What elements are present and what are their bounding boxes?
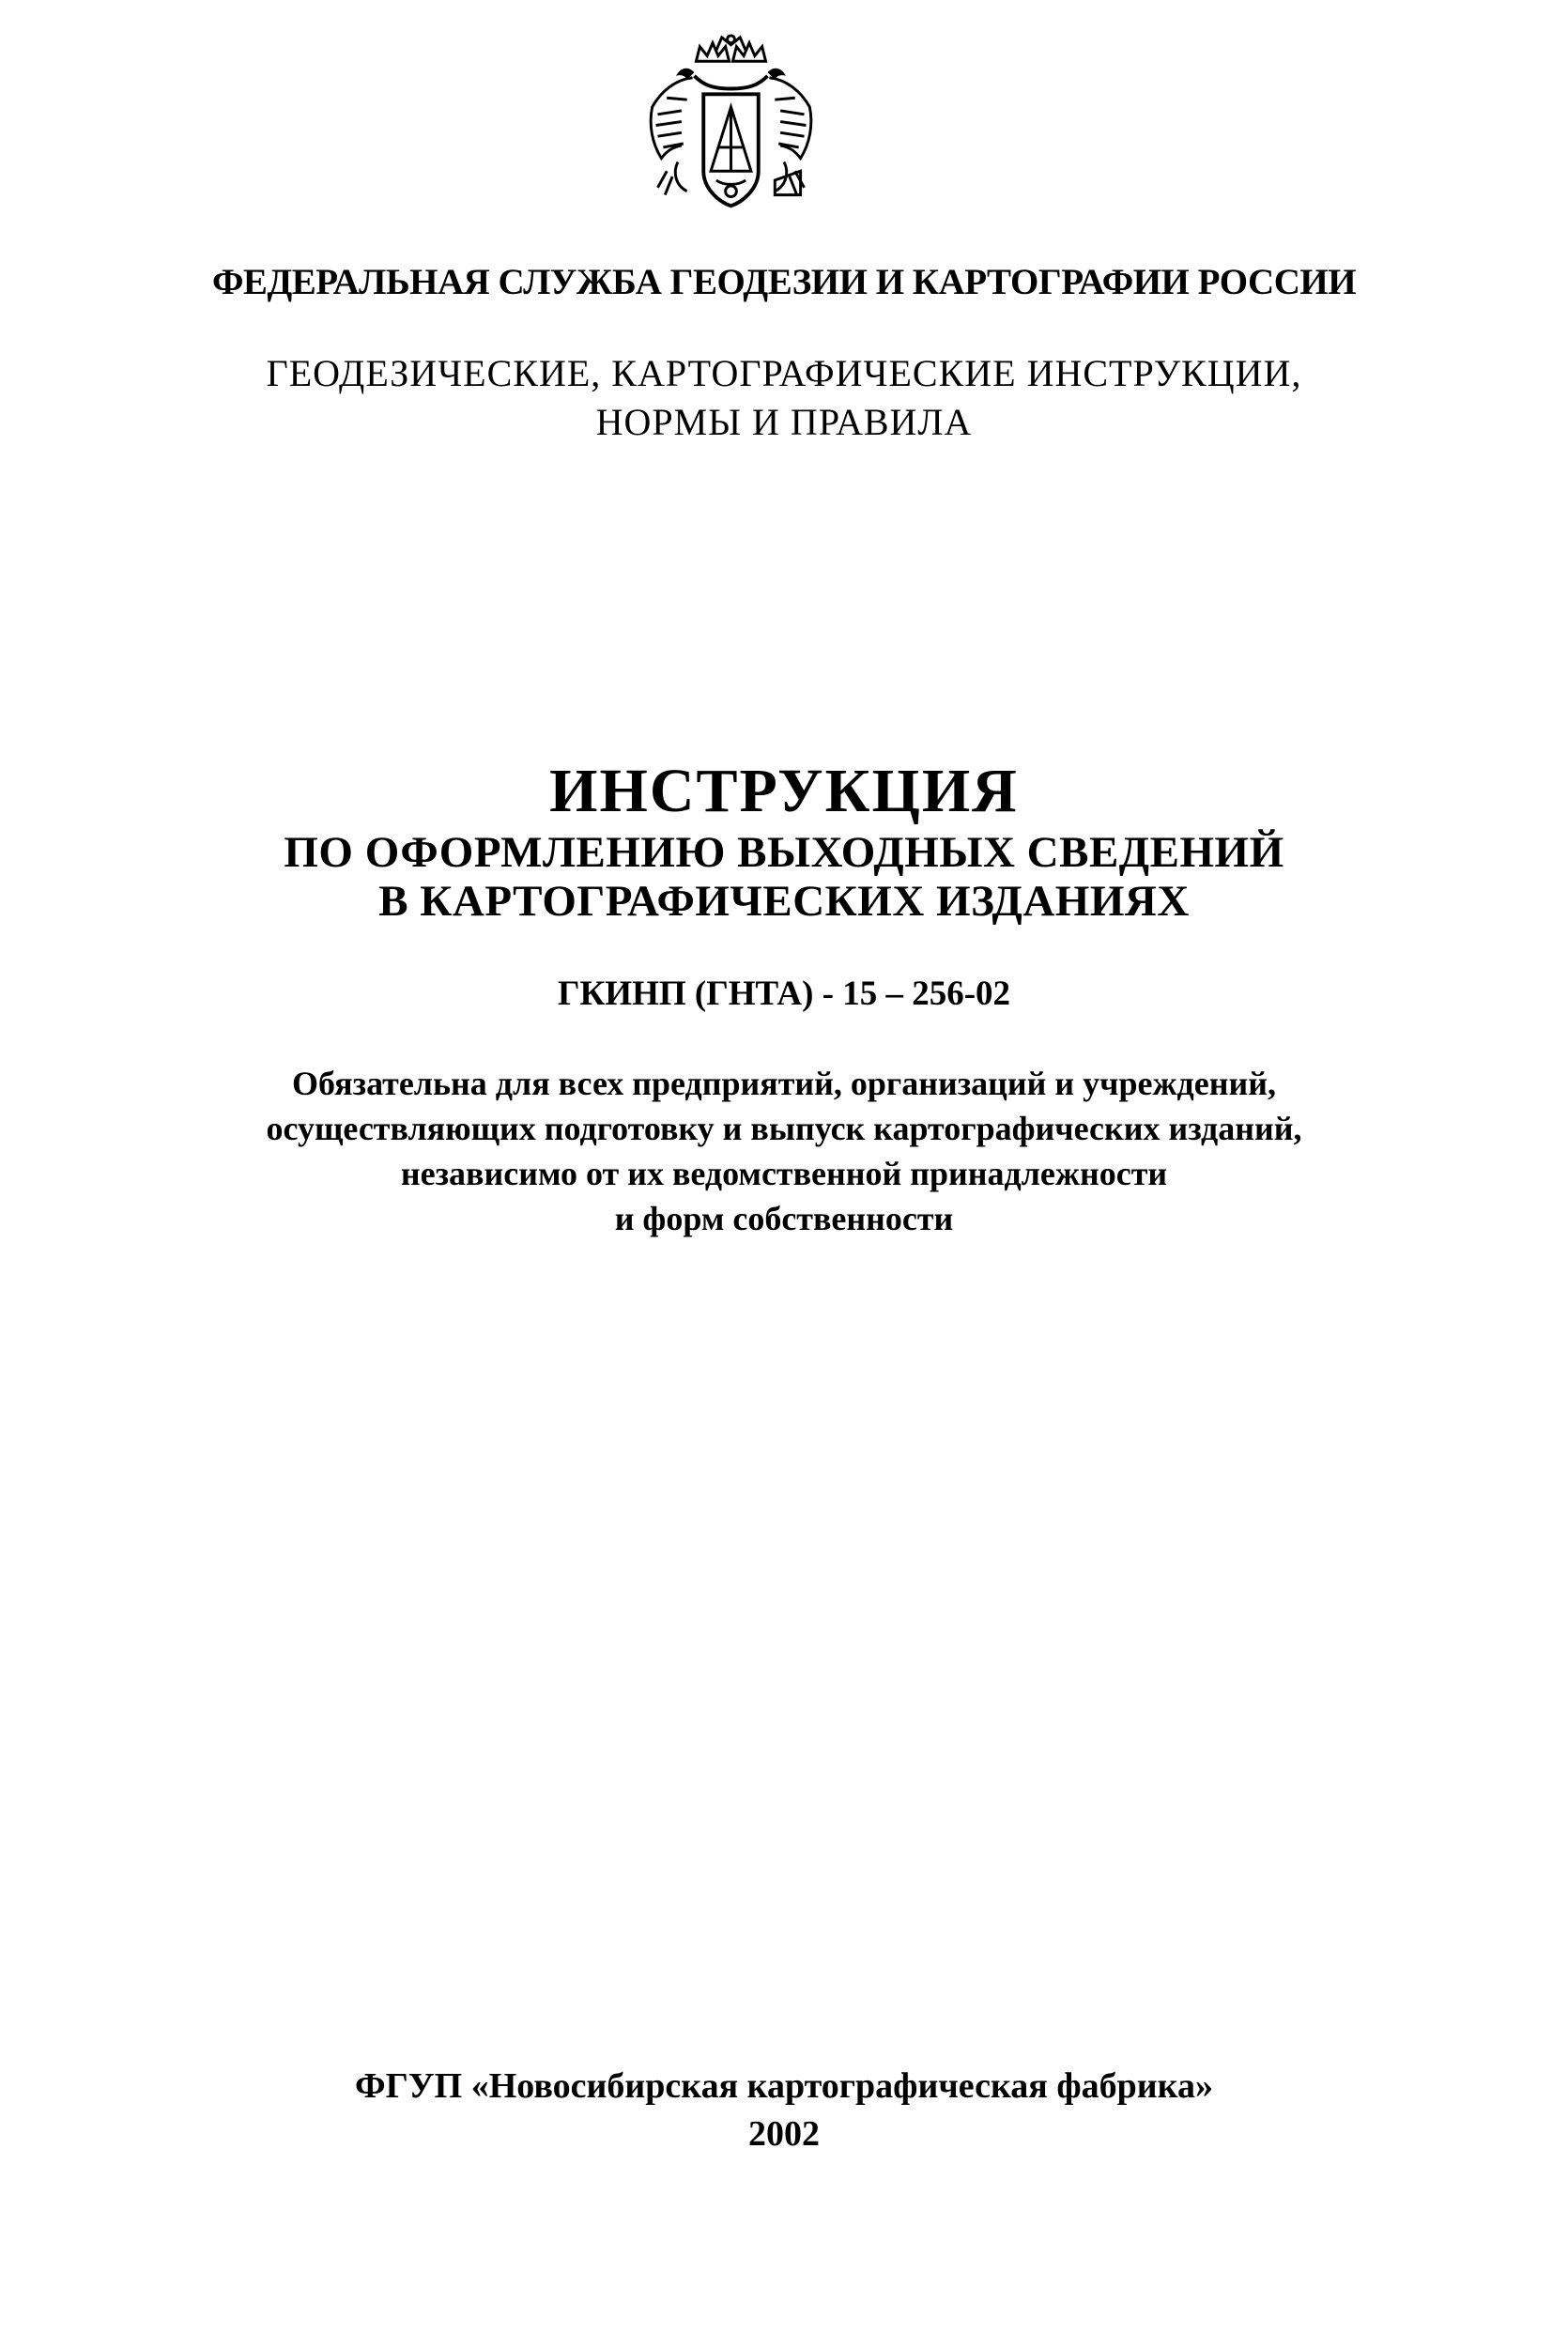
series-title-line-1: ГЕОДЕЗИЧЕСКИЕ, КАРТОГРАФИЧЕСКИЕ ИНСТРУКЦИИ, xyxy=(266,352,1302,394)
double-headed-eagle-emblem-icon xyxy=(639,34,822,217)
document-title: ИНСТРУКЦИЯ xyxy=(549,757,1019,825)
publication-year: 2002 xyxy=(748,2114,820,2154)
applicability-note-line-2: осуществляющих подготовку и выпуск картографических изданий, xyxy=(266,1110,1302,1147)
document-subtitle-line-2: В КАРТОГРАФИЧЕСКИХ ИЗДАНИЯХ xyxy=(378,877,1190,926)
series-title-line-2: НОРМЫ И ПРАВИЛА xyxy=(595,401,973,443)
document-code: ГКИНП (ГНТА) - 15 – 256-02 xyxy=(557,975,1011,1013)
agency-name: ФЕДЕРАЛЬНАЯ СЛУЖБА ГЕОДЕЗИИ И КАРТОГРАФИИ РОССИИ xyxy=(211,262,1357,302)
publisher-name: ФГУП «Новосибирская картографическая фабрика» xyxy=(354,2066,1213,2106)
applicability-note-line-3: независимо от их ведомственной принадлежности xyxy=(400,1155,1168,1192)
applicability-note-line-4: и форм собственности xyxy=(614,1200,954,1237)
document-subtitle-line-1: ПО ОФОРМЛЕНИЮ ВЫХОДНЫХ СВЕДЕНИЙ xyxy=(284,828,1284,877)
applicability-note-line-1: Обязательна для всех предприятий, организаций и учреждений, xyxy=(292,1065,1276,1102)
